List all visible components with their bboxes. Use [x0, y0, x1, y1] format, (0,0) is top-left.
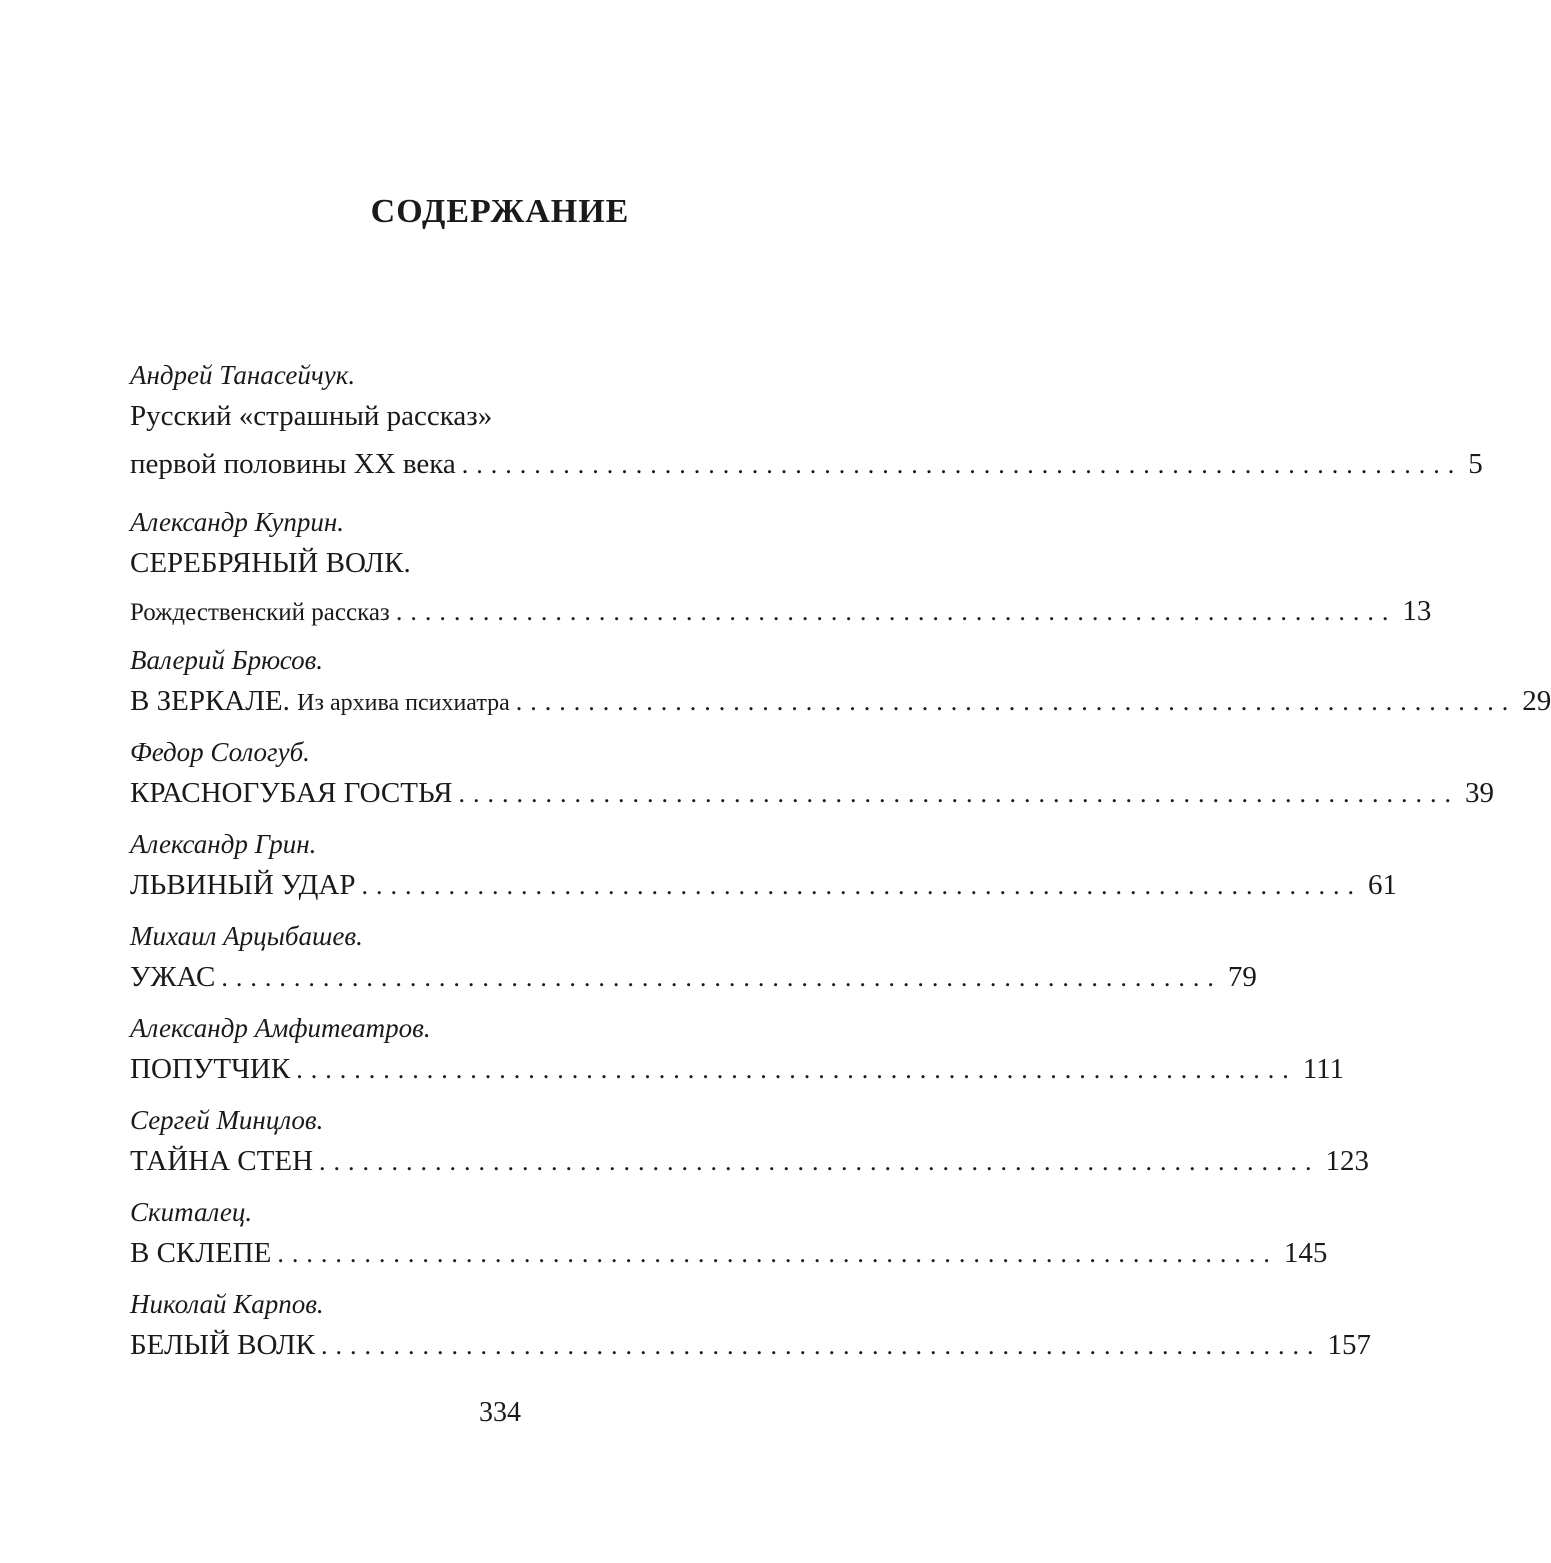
entry-title-line	[130, 1321, 1371, 1369]
entry-author: Федор Сологуб.	[130, 737, 310, 767]
entry-page-number: 123	[1325, 1145, 1370, 1177]
entry-author: Николай Карпов.	[130, 1289, 324, 1319]
toc-entry	[130, 919, 1257, 1001]
toc-entry	[130, 1011, 1345, 1093]
dot-leader: .....................................................................	[515, 687, 1517, 716]
toc-entry	[130, 1195, 1328, 1277]
dot-leader: .....................................................................	[319, 1147, 1320, 1176]
entry-title: КРАСНОГУБАЯ ГОСТЬЯ	[130, 777, 453, 809]
dot-leader: .....................................................................	[361, 871, 1362, 900]
entry-title: БЕЛЫЙ ВОЛК	[130, 1329, 315, 1361]
entry-title-line	[130, 953, 1257, 1001]
entry-title: В СКЛЕПЕ	[130, 1237, 272, 1269]
entry-author: Андрей Танасейчук.	[130, 360, 356, 390]
entry-author: Михаил Арцыбашев.	[130, 921, 363, 951]
entry-author: Александр Грин.	[130, 829, 317, 859]
entry-page-number: 79	[1227, 961, 1257, 993]
entry-page-number: 145	[1283, 1237, 1328, 1269]
toc-entry	[130, 505, 1432, 635]
dot-leader: .....................................................................	[461, 450, 1463, 479]
entry-page-number: 39	[1464, 777, 1494, 809]
entry-title: ТАЙНА СТЕН	[130, 1145, 314, 1177]
toc-entry	[130, 827, 1397, 909]
entry-author: Скиталец.	[130, 1197, 253, 1227]
entry-title-line	[130, 861, 1397, 909]
page-title: СОДЕРЖАНИЕ	[370, 193, 630, 230]
entry-title: УЖАС	[130, 961, 216, 993]
entry-title-line	[130, 1229, 1328, 1277]
dot-leader: .....................................................................	[458, 779, 1459, 808]
entry-title: В ЗЕРКАЛЕ.	[130, 685, 290, 717]
entry-subtitle-line	[130, 587, 1432, 635]
entry-page-number: 111	[1302, 1053, 1345, 1085]
entry-author: Валерий Брюсов.	[130, 645, 324, 675]
entry-page-number: 61	[1368, 869, 1397, 901]
toc-entry	[130, 1287, 1371, 1369]
entry-page-number: 5	[1468, 448, 1483, 480]
entry-title-line	[130, 677, 1551, 725]
entry-title-line	[130, 1045, 1345, 1093]
dot-leader: .....................................................................	[277, 1239, 1278, 1268]
entry-page-number: 13	[1402, 595, 1432, 627]
entry-title-line: Русский «страшный рассказ»	[130, 400, 493, 432]
page-number: 334	[479, 1397, 521, 1428]
dot-leader: .....................................................................	[221, 963, 1222, 992]
entry-page-number: 29	[1522, 685, 1551, 717]
entry-title: ПОПУТЧИК	[130, 1053, 291, 1085]
dot-leader: .....................................................................	[321, 1331, 1322, 1360]
toc-entry	[130, 643, 1551, 725]
entry-title-line	[130, 1137, 1370, 1185]
entry-subtitle: Рождественский рассказ	[130, 599, 390, 626]
dot-leader: .....................................................................	[395, 597, 1397, 626]
entry-title: ЛЬВИНЫЙ УДАР	[130, 869, 356, 901]
entry-title-line	[130, 440, 1483, 488]
toc-entry	[130, 1103, 1370, 1185]
toc-entry	[130, 358, 1483, 488]
entry-subtitle: Из архива психиатра	[297, 690, 510, 716]
entry-title-continued: первой половины XX века	[130, 448, 456, 480]
toc-entry	[130, 735, 1494, 817]
entry-page-number: 157	[1327, 1329, 1371, 1361]
entry-author: Александр Амфитеатров.	[130, 1013, 431, 1043]
entry-author: Александр Куприн.	[130, 507, 345, 537]
entry-title-line	[130, 769, 1494, 817]
entry-title-line: СЕРЕБРЯНЫЙ ВОЛК.	[130, 547, 411, 579]
dot-leader: .....................................................................	[296, 1055, 1297, 1084]
entry-author: Сергей Минцлов.	[130, 1105, 324, 1135]
